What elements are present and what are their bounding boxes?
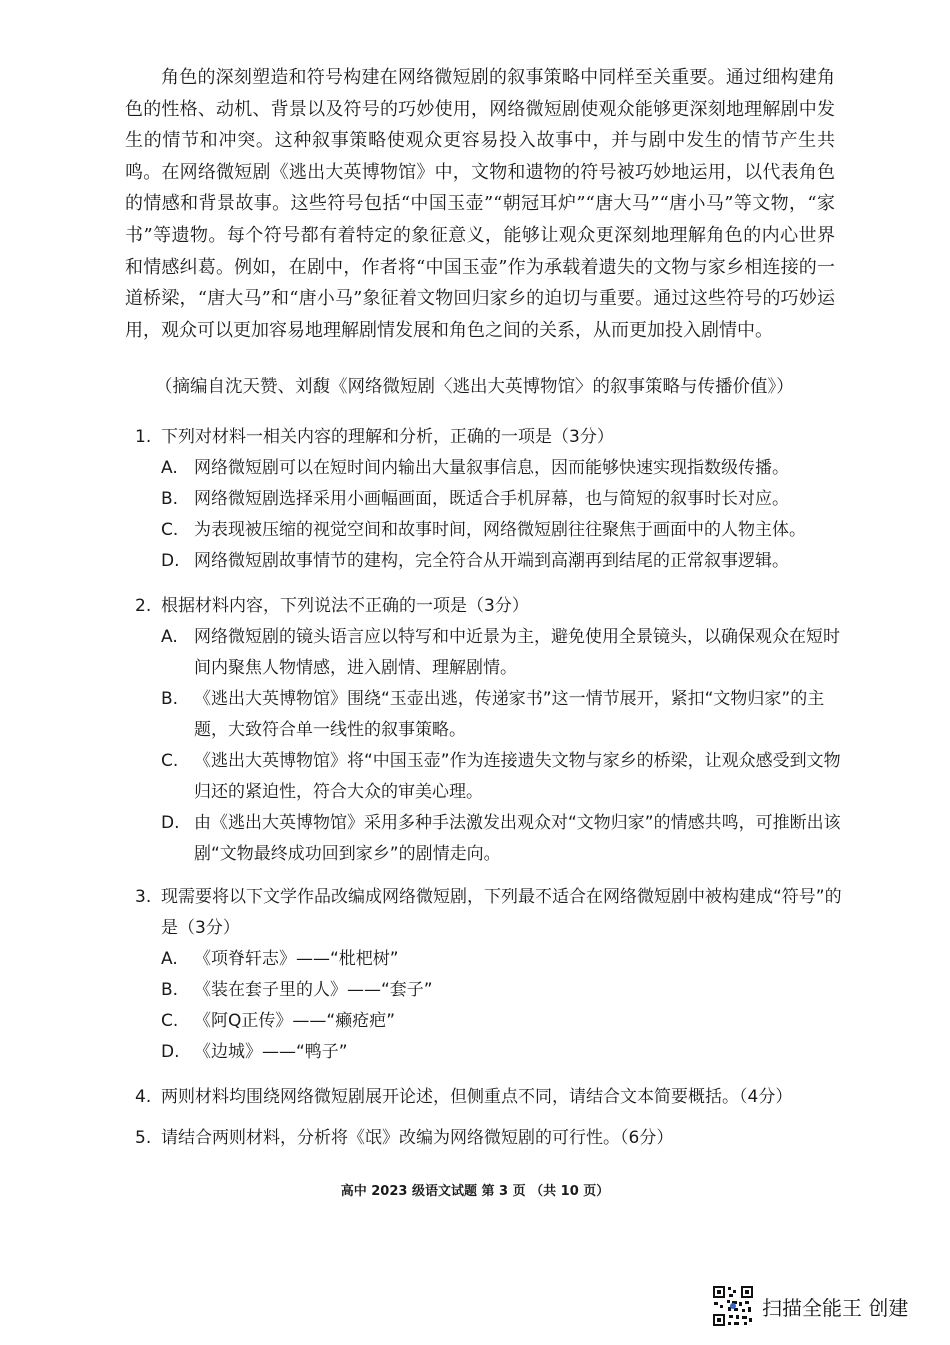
option-text: 《项脊轩志》——“枇杷树” [194,949,399,969]
option-text: 网络微短剧选择采用小画幅画面，既适合手机屏幕，也与简短的叙事时长对应。 [194,489,789,509]
option-letter: A. [161,458,178,478]
question-number: 2. [135,596,152,616]
question-stem: 两则材料均围绕网络微短剧展开论述，但侧重点不同，请结合文本简要概括。（4分） [161,1087,793,1107]
option-d [161,1037,845,1068]
question-5 [135,1123,845,1154]
question-number: 3. [135,887,152,907]
qr-code-icon [712,1285,754,1327]
option-letter: D. [161,813,180,833]
option-letter: C. [161,1011,179,1031]
question-number: 5. [135,1128,152,1148]
question-4 [135,1082,845,1113]
option-text: 《装在套子里的人》——“套子” [194,980,433,1000]
question-stem: 现需要将以下文学作品改编成网络微短剧，下列最不适合在网络微短剧中被构建成“符号”的是（3分） [161,887,842,938]
question-stem: 下列对材料一相关内容的理解和分析，正确的一项是（3分） [161,427,614,447]
option-letter: D. [161,551,180,571]
question-number: 4. [135,1087,152,1107]
option-letter: A. [161,949,178,969]
option-letter: A. [161,627,178,647]
option-text: 网络微短剧故事情节的建构，完全符合从开端到高潮再到结尾的正常叙事逻辑。 [194,551,789,571]
passage-paragraph: 角色的深刻塑造和符号构建在网络微短剧的叙事策略中同样至关重要。通过细构建角色的性格、动机、背景以及符号的巧妙使用，网络微短剧使观众能够更深刻地理解剧中发生的情节和冲突。这种叙事策略使观众更容易投入故事中，并与剧中发生的情节产生共鸣。在网络微短剧《逃出大英博物馆》中，文物和遗物的符号被巧妙地运用，以代表角色的情感和背景故事。这些符号包括“中国玉壶”“朝冠耳炉”“唐大马”“唐小马”等文物，“家书”等遗物。每个符号都有着特定的象征意义，能够让观众更深刻地理解角色的内心世界和情感纠葛。例如，在剧中，作者将“中国玉壶”作为承载着遗失的文物与家乡相连接的一道桥梁，“唐大马”和“唐小马”象征着文物回归家乡的迫切与重要。通过这些符号的巧妙运用，观众可以更加容易地理解剧情发展和角色之间的关系，从而更加投入剧情中。 [125,67,835,341]
question-list [135,422,845,1154]
option-b [161,684,845,746]
option-b [161,975,845,1006]
option-c [161,515,845,546]
option-text: 《逃出大英博物馆》围绕“玉壶出逃，传递家书”这一情节展开，紧扣“文物归家”的主题，大致符合单一线性的叙事策略。 [194,689,825,740]
option-text: 网络微短剧可以在短时间内输出大量叙事信息，因而能够快速实现指数级传播。 [194,458,789,478]
option-letter: D. [161,1042,180,1062]
question-number: 1. [135,427,152,447]
question-2 [135,591,845,870]
option-a [161,622,845,684]
option-a [161,944,845,975]
option-text: 网络微短剧的镜头语言应以特写和中近景为主，避免使用全景镜头，以确保观众在短时间内聚焦人物情感，进入剧情、理解剧情。 [194,627,840,678]
option-letter: B. [161,489,179,509]
option-letter: B. [161,980,179,1000]
scanner-watermark [712,1285,908,1327]
option-letter: B. [161,689,179,709]
option-text: 《逃出大英博物馆》将“中国玉壶”作为连接遗失文物与家乡的桥梁，让观众感受到文物归还的紧迫性，符合大众的审美心理。 [194,751,841,802]
option-letter: C. [161,520,179,540]
passage-source: （摘编自沈天赞、刘馥《网络微短剧〈逃出大英博物馆〉的叙事策略与传播价值》） [155,377,794,397]
question-stem: 请结合两则材料，分析将《氓》改编为网络微短剧的可行性。（6分） [161,1128,674,1148]
option-c [161,746,845,808]
option-d [161,808,845,870]
option-text: 由《逃出大英博物馆》采用多种手法激发出观众对“文物归家”的情感共鸣，可推断出该剧“文物最终成功回到家乡”的剧情走向。 [194,813,841,864]
option-c [161,1006,845,1037]
question-3 [135,882,845,1068]
watermark-text: 扫描全能王 创建 [762,1295,909,1320]
option-text: 《阿Q正传》——“癞疮疤” [194,1011,395,1031]
option-d [161,546,845,577]
question-stem: 根据材料内容，下列说法不正确的一项是（3分） [161,596,529,616]
reading-passage [125,62,835,346]
question-1 [135,422,845,577]
option-letter: C. [161,751,179,771]
option-a [161,453,845,484]
page-footer: 高中 2023 级语文试题 第 3 页 （共 10 页） [340,1184,610,1199]
option-text: 为表现被压缩的视觉空间和故事时间，网络微短剧往往聚焦于画面中的人物主体。 [194,520,806,540]
option-text: 《边城》——“鸭子” [194,1042,348,1062]
option-b [161,484,845,515]
